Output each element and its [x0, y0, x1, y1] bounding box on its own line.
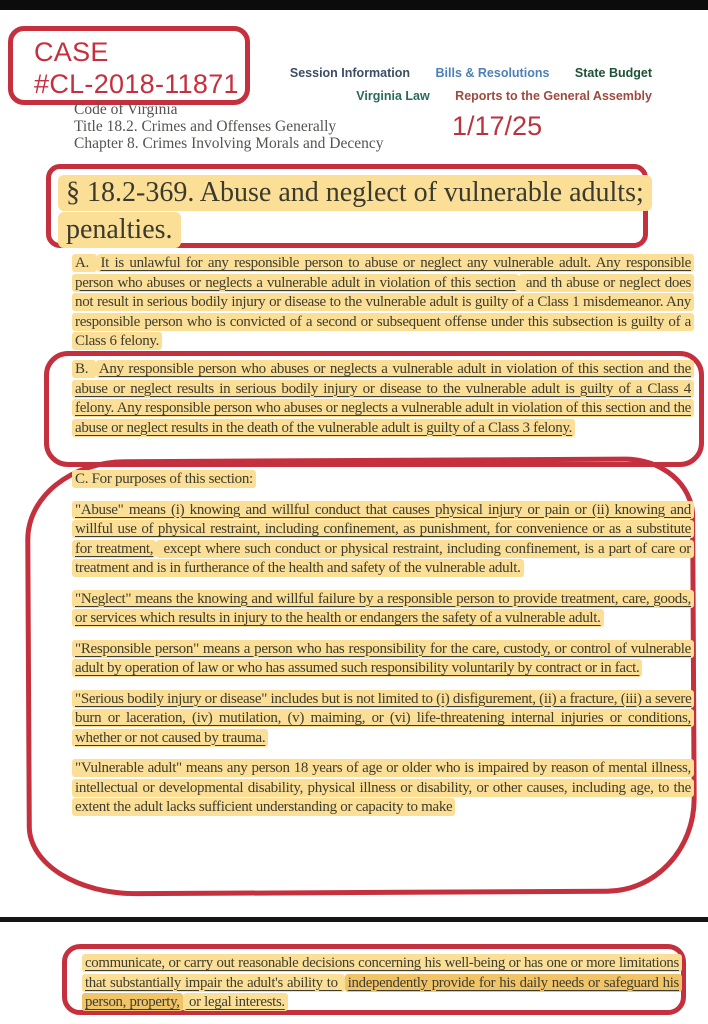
nav-link-bills-resolutions[interactable]: Bills & Resolutions: [435, 66, 550, 80]
definition-neglect: "Neglect" means the knowing and willful failure by a responsible person to provide treatment, care, goods, or services which results in injury to the health or endangers the safety of a vulnerable adult.: [72, 590, 694, 629]
definition-vulnerable-adult: "Vulnerable adult" means any person 18 years of age or older who is impaired by reason of mental illness, intellectual or developmental disability, physical illness or disability, or other causes, including age, to the extent the adult lacks sufficient understanding or capacity to make: [72, 759, 694, 818]
page-divider: [0, 917, 708, 922]
nav-link-reports-general-assembly[interactable]: Reports to the General Assembly: [455, 89, 652, 103]
breadcrumb-code: Code of Virginia: [74, 101, 178, 118]
breadcrumb-chapter: Chapter 8. Crimes Involving Morals and Decency: [74, 135, 384, 152]
statute-title: [58, 174, 644, 248]
case-annotation-line1: CASE: [34, 37, 109, 67]
nav-link-virginia-law[interactable]: Virginia Law: [356, 89, 430, 103]
breadcrumb: [74, 101, 454, 152]
continuation-paragraph: communicate, or carry out reasonable decisions concerning his well-being or has one or more limitations that substantially impair the adult's ability to independently provide for his daily needs or safeguard his person, property, or legal interests.: [82, 954, 682, 1013]
paragraph-b: B. Any responsible person who abuses or neglects a vulnerable adult in violation of this section and the abuse or neglect results in serious bodily injury or disease to the vulnerable adult is guilty of a Class 4 felony. Any responsible person who abuses or neglects a vulnerable adult in violation of this section and the abuse or neglect results in the death of the vulnerable adult is guilty of a Class 3 felony.: [72, 360, 694, 438]
breadcrumb-title: Title 18.2. Crimes and Offenses Generally: [74, 118, 337, 135]
statute-title-text: § 18.2-369. Abuse and neglect of vulnerable adults; penalties.: [58, 175, 652, 248]
top-black-bar: [0, 0, 708, 10]
date-annotation: 1/17/25: [452, 111, 543, 141]
paragraph-a: A. It is unlawful for any responsible person to abuse or neglect any vulnerable adult. Any responsible person who abuses or neglects a vulnerable adult in violation of this section and th abuse or neglect does not result in serious bodily injury or disease to the vulnerable adult is guilty of a Class 1 misdemeanor. Any responsible person who is convicted of a second or subsequent offense under this subsection is guilty of a Class 6 felony.: [72, 254, 694, 352]
definition-responsible-person: "Responsible person" means a person who has responsibility for the care, custody, or control of vulnerable adult by operation of law or who has assumed such responsibility voluntarily by contract or in fact.: [72, 640, 694, 679]
nav-link-session-information[interactable]: Session Information: [289, 66, 411, 80]
section-c: [72, 470, 694, 818]
section-c-intro: C. For purposes of this section:: [72, 470, 694, 490]
nav-row-1: [252, 66, 652, 80]
case-annotation-line2: #CL-2018-11871: [34, 69, 239, 99]
definition-abuse: "Abuse" means (i) knowing and willful conduct that causes physical injury or pain or (ii) knowing and willful use of physical restraint, including confinement, as punishment, for convenience or as a substitute for treatment, except where such conduct or physical restraint, including confinement, is a part of care or treatment and is in furtherance of the health and safety of the vulnerable adult.: [72, 501, 694, 579]
definition-serious-bodily-injury: "Serious bodily injury or disease" includes but is not limited to (i) disfigurement, (ii) a fracture, (iii) a severe burn or laceration, (iv) mutilation, (v) maiming, or (vi) life-threatening internal injuries or conditions, whether or not caused by trauma.: [72, 690, 694, 749]
case-annotation-box: [8, 26, 250, 105]
nav-link-state-budget[interactable]: State Budget: [574, 66, 652, 80]
